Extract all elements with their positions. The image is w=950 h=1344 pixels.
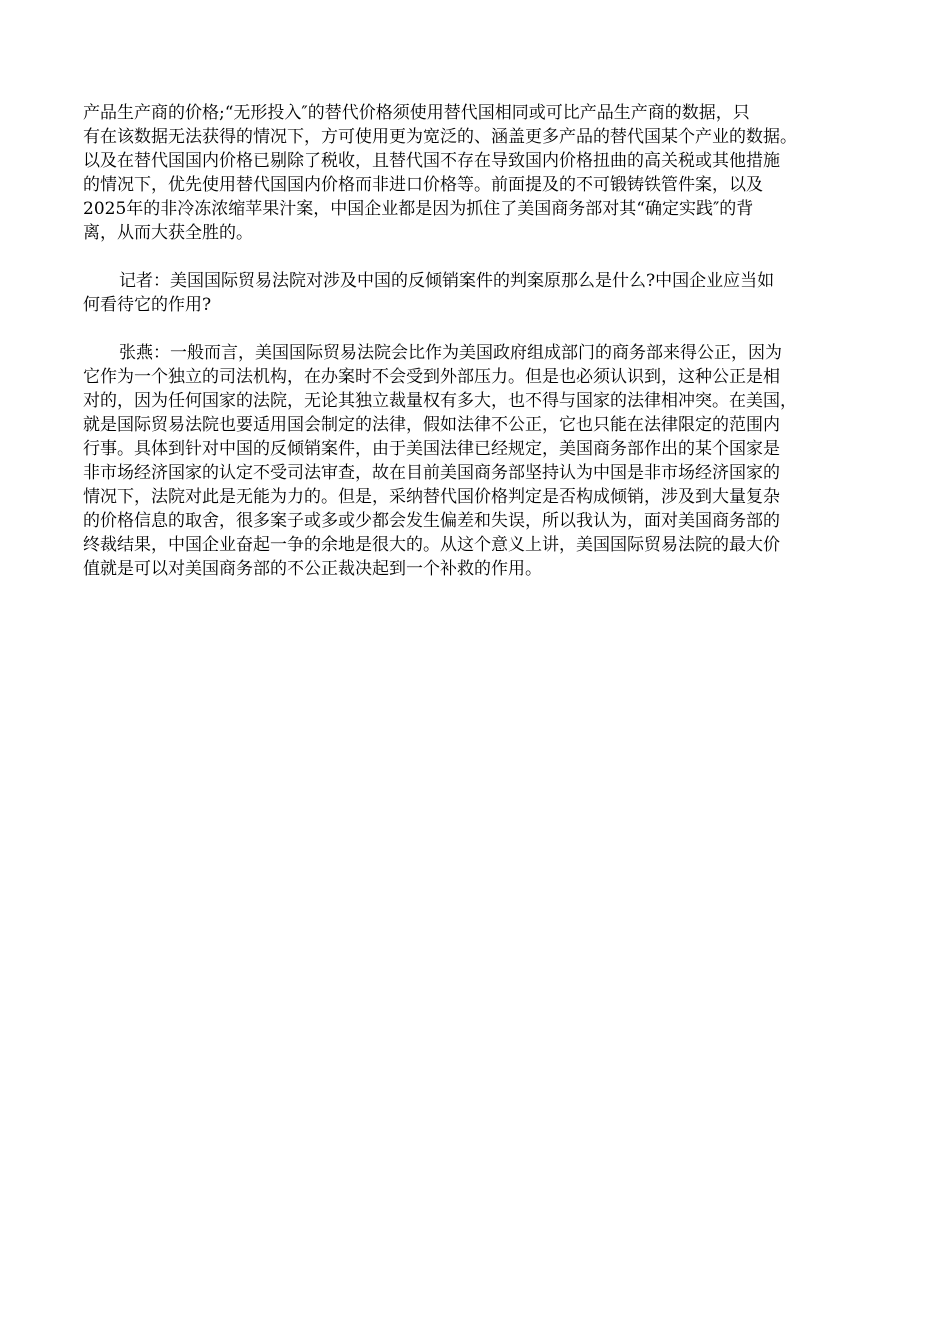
text-line: 何看待它的作用?	[83, 295, 212, 315]
text-line: 行事。具体到针对中国的反倾销案件，由于美国法律已经规定，美国商务部作出的某个国家是	[83, 439, 780, 459]
text-line: 张燕：一般而言，美国国际贸易法院会比作为美国政府组成部门的商务部来得公正，因为	[119, 343, 782, 363]
text-line: 情况下，法院对此是无能为力的。但是，采纳替代国价格判定是否构成倾销，涉及到大量复杂	[83, 487, 780, 507]
text-line: 2025年的非冷冻浓缩苹果汁案，中国企业都是因为抓住了美国商务部对其“确定实践″的背	[83, 199, 754, 219]
text-line: 它作为一个独立的司法机构，在办案时不会受到外部压力。但是也必须认识到，这种公正是相	[83, 367, 780, 387]
document-body	[83, 101, 873, 605]
text-line: 记者：美国国际贸易法院对涉及中国的反倾销案件的判案原那么是什么?中国企业应当如	[119, 271, 775, 291]
text-line: 值就是可以对美国商务部的不公正裁决起到一个补救的作用。	[83, 559, 542, 579]
text-line: 产品生产商的价格;“无形投入″的替代价格须使用替代国相同或可比产品生产商的数据，只	[83, 103, 750, 123]
paragraph-substitute-price-rules	[83, 101, 873, 245]
text-line: 有在该数据无法获得的情况下，方可使用更为宽泛的、涵盖更多产品的替代国某个产业的数据。	[83, 127, 797, 147]
text-line: 终裁结果，中国企业奋起一争的余地是很大的。从这个意义上讲，美国国际贸易法院的最大价	[83, 535, 780, 555]
text-line: 对的，因为任何国家的法院，无论其独立裁量权有多大，也不得与国家的法律相冲突。在美国，	[83, 391, 797, 411]
text-line: 以及在替代国国内价格已剔除了税收，且替代国不存在导致国内价格扭曲的高关税或其他措施	[83, 151, 780, 171]
text-line: 的情况下，优先使用替代国国内价格而非进口价格等。前面提及的不可锻铸铁管件案，以及	[83, 175, 763, 195]
text-line: 就是国际贸易法院也要适用国会制定的法律，假如法律不公正，它也只能在法律限定的范围内	[83, 415, 780, 435]
text-line: 非市场经济国家的认定不受司法审查，故在目前美国商务部坚持认为中国是非市场经济国家的	[83, 463, 780, 483]
text-line: 离，从而大获全胜的。	[83, 223, 253, 243]
text-line: 的价格信息的取舍，很多案子或多或少都会发生偏差和失误，所以我认为，面对美国商务部的	[83, 511, 780, 531]
paragraph-zhang-yan-answer	[83, 341, 873, 581]
paragraph-reporter-question	[83, 269, 873, 317]
